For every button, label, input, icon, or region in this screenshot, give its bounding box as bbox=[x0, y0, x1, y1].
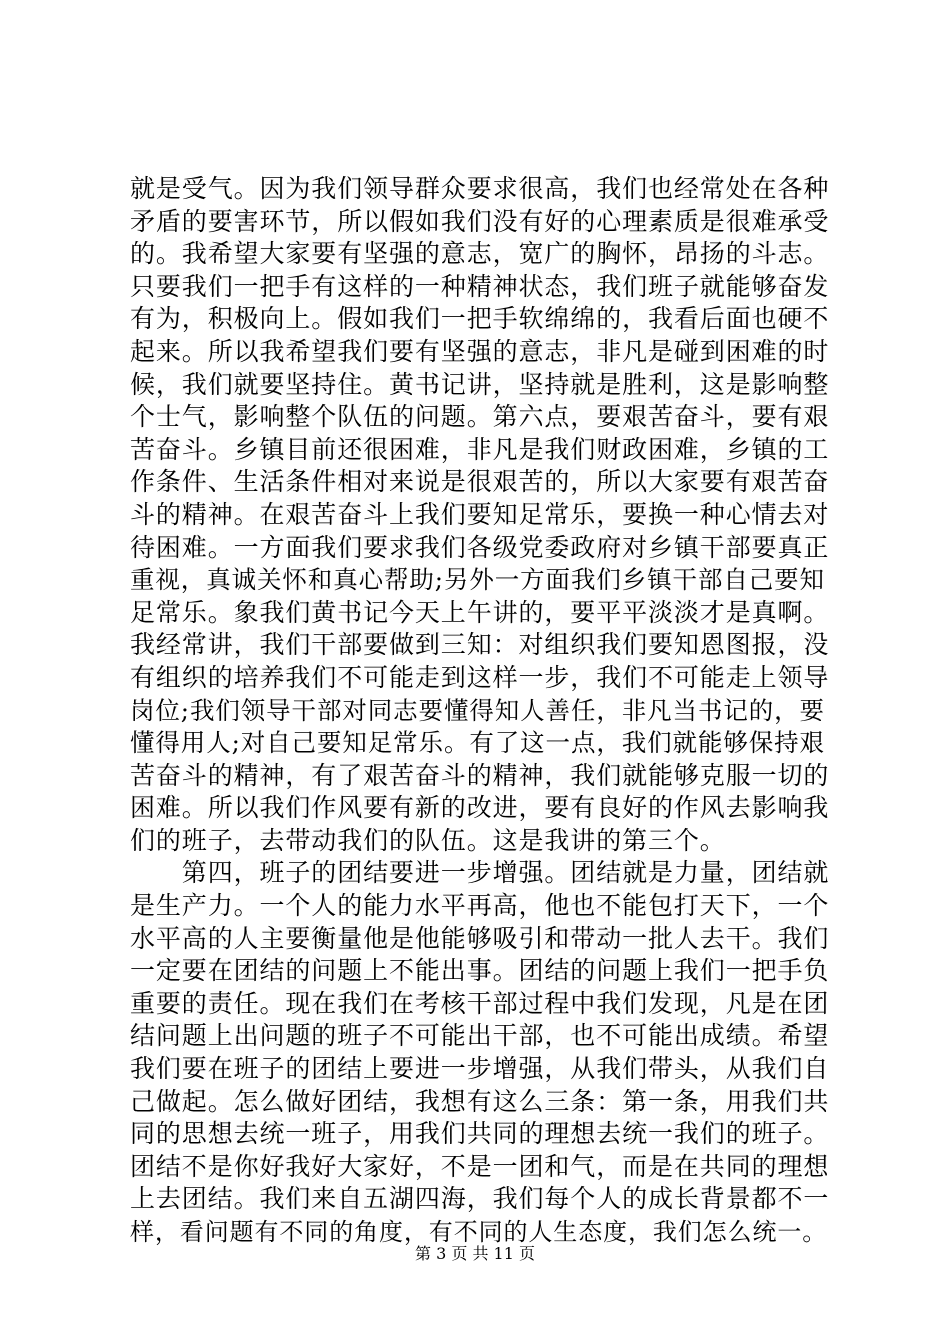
text-line: 有为，积极向上。假如我们一把手软绵绵的，我看后面也硬不 bbox=[130, 304, 830, 334]
text-line: 岗位;我们领导干部对同志要懂得知人善任，非凡当书记的，要 bbox=[130, 695, 825, 725]
text-line: 只要我们一把手有这样的一种精神状态，我们班子就能够奋发 bbox=[130, 271, 830, 301]
text-line: 是生产力。一个人的能力水平再高，他也不能包打天下，一个 bbox=[130, 891, 830, 921]
text-line: 同的思想去统一班子，用我们共同的理想去统一我们的班子。 bbox=[130, 1119, 830, 1149]
text-line: 我经常讲，我们干部要做到三知：对组织我们要知恩图报，没 bbox=[130, 630, 830, 660]
text-line: 水平高的人主要衡量他是他能够吸引和带动一批人去干。我们 bbox=[130, 923, 830, 953]
text-line: 己做起。怎么做好团结，我想有这么三条：第一条，用我们共 bbox=[130, 1086, 830, 1116]
text-line: 一定要在团结的问题上不能出事。团结的问题上我们一把手负 bbox=[130, 956, 830, 986]
text-line: 起来。所以我希望我们要有坚强的意志，非凡是碰到困难的时 bbox=[130, 336, 830, 366]
body-text bbox=[130, 173, 830, 1249]
text-line: 们的班子，去带动我们的队伍。这是我讲的第三个。 bbox=[130, 825, 726, 855]
text-line: 个士气，影响整个队伍的问题。第六点，要艰苦奋斗，要有艰 bbox=[130, 402, 830, 432]
text-line: 待困难。一方面我们要求我们各级党委政府对乡镇干部要真正 bbox=[130, 532, 830, 562]
text-line: 重视，真诚关怀和真心帮助;另外一方面我们乡镇干部自己要知 bbox=[130, 565, 825, 595]
text-line: 有组织的培养我们不可能走到这样一步，我们不可能走上领导 bbox=[130, 662, 830, 692]
text-line: 我们要在班子的团结上要进一步增强，从我们带头，从我们自 bbox=[130, 1054, 830, 1084]
text-line: 样，看问题有不同的角度，有不同的人生态度，我们怎么统一。 bbox=[130, 1218, 828, 1246]
text-line: 足常乐。象我们黄书记今天上午讲的，要平平淡淡才是真啊。 bbox=[130, 597, 830, 627]
text-line: 结问题上出问题的班子不可能出干部，也不可能出成绩。希望 bbox=[130, 1021, 830, 1051]
text-line: 团结不是你好我好大家好，不是一团和气，而是在共同的理想 bbox=[130, 1151, 830, 1181]
page-number-label: 第 3 页 共 11 页 bbox=[415, 1244, 535, 1263]
text-line: 候，我们就要坚持住。黄书记讲，坚持就是胜利，这是影响整 bbox=[130, 369, 830, 399]
text-line: 第四，班子的团结要进一步增强。团结就是力量，团结就 bbox=[130, 858, 830, 888]
page-footer bbox=[0, 1244, 950, 1264]
text-line: 懂得用人;对自己要知足常乐。有了这一点，我们就能够保持艰 bbox=[130, 728, 825, 758]
text-line: 矛盾的要害环节，所以假如我们没有好的心理素质是很难承受 bbox=[130, 206, 830, 236]
text-line: 重要的责任。现在我们在考核干部过程中我们发现，凡是在团 bbox=[130, 988, 830, 1018]
text-line: 就是受气。因为我们领导群众要求很高，我们也经常处在各种 bbox=[130, 174, 830, 203]
text-line: 上去团结。我们来自五湖四海，我们每个人的成长背景都不一 bbox=[130, 1184, 830, 1214]
text-line: 斗的精神。在艰苦奋斗上我们要知足常乐，要换一种心情去对 bbox=[130, 499, 830, 529]
text-line: 困难。所以我们作风要有新的改进，要有良好的作风去影响我 bbox=[130, 793, 830, 823]
text-line: 苦奋斗。乡镇目前还很困难，非凡是我们财政困难，乡镇的工 bbox=[130, 434, 830, 464]
text-line: 作条件、生活条件相对来说是很艰苦的，所以大家要有艰苦奋 bbox=[130, 467, 830, 497]
text-line: 的。我希望大家要有坚强的意志，宽广的胸怀，昂扬的斗志。 bbox=[130, 239, 830, 269]
text-line: 苦奋斗的精神，有了艰苦奋斗的精神，我们就能够克服一切的 bbox=[130, 760, 830, 790]
